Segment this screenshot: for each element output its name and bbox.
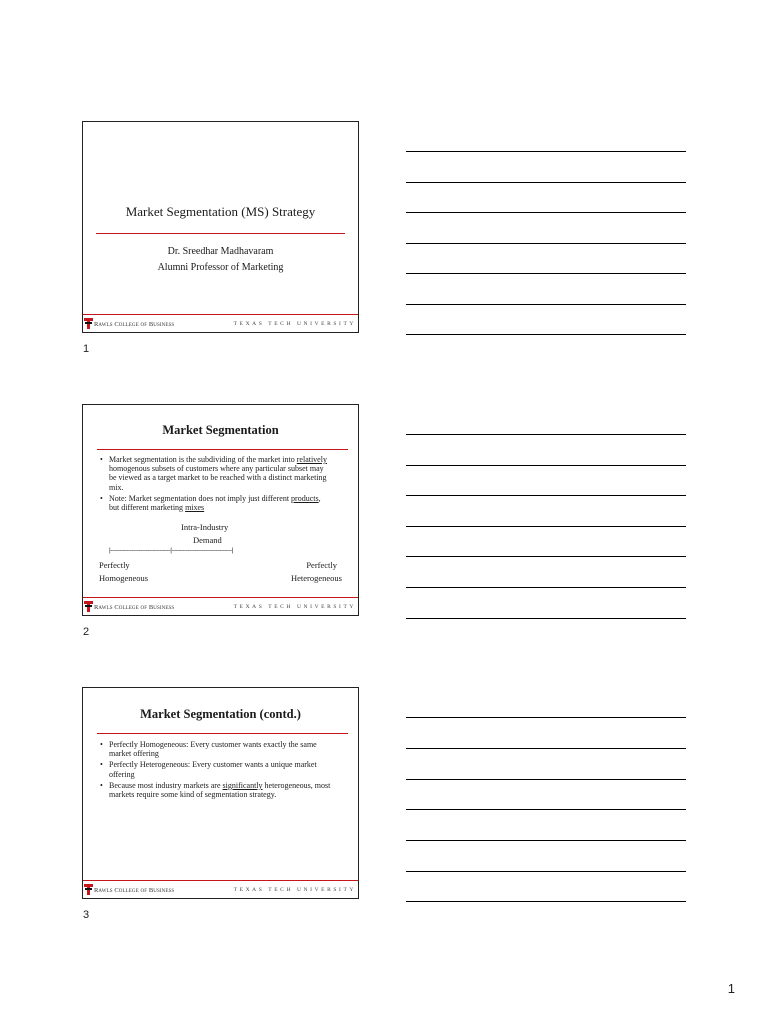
note-line: [406, 434, 686, 435]
page-number: 1: [727, 981, 735, 996]
note-line: [406, 556, 686, 557]
title-divider: [97, 449, 348, 450]
note-line: [406, 779, 686, 780]
note-line: [406, 334, 686, 335]
note-line: [406, 151, 686, 152]
note-line: [406, 871, 686, 872]
note-line: [406, 465, 686, 466]
note-line: [406, 304, 686, 305]
note-line: [406, 901, 686, 902]
demand-scale-line: |----------------------------------|----------------------------------|: [109, 547, 233, 554]
bullet-item: • Perfectly Homogeneous: Every customer wants exactly the same market offering: [98, 740, 334, 758]
note-line: [406, 840, 686, 841]
footer-university-name: TEXAS TECH UNIVERSITY: [233, 604, 356, 610]
note-line: [406, 809, 686, 810]
footer-college-name: Rawls College of Business: [94, 321, 175, 328]
bullet-item: • Note: Market segmentation does not imply just different products, but different marketing mixes: [98, 494, 332, 512]
footer-college-name: Rawls College of Business: [94, 604, 175, 611]
author-name: Dr. Sreedhar Madhavaram: [167, 246, 274, 257]
slide-footer: [83, 882, 358, 896]
author-role: Alumni Professor of Marketing: [157, 262, 284, 273]
slide-1: [82, 121, 359, 333]
note-line: [406, 526, 686, 527]
title-divider: [96, 233, 345, 234]
double-t-logo-icon: [84, 884, 93, 895]
double-t-logo-icon: [84, 601, 93, 612]
scale-label-demand: Demand: [193, 535, 222, 545]
slide-3: [82, 687, 359, 899]
bullet-item: • Market segmentation is the subdividing of the market into relatively homogenous subsets of customers where any particular subset may be viewed as a target market to be reached with a distinct marketing mix.: [98, 455, 332, 492]
footer-divider: [83, 597, 358, 598]
slide-title: Market Segmentation: [162, 423, 279, 437]
note-line: [406, 243, 686, 244]
slide-title: Market Segmentation (MS) Strategy: [125, 204, 316, 219]
note-line: [406, 587, 686, 588]
right-label-perfectly: Perfectly: [306, 560, 337, 570]
scale-label-intra-industry: Intra-Industry: [181, 522, 229, 532]
note-line: [406, 717, 686, 718]
footer-university-name: TEXAS TECH UNIVERSITY: [233, 321, 356, 327]
bullet-list: [98, 740, 334, 801]
bullet-item: • Because most industry markets are significantly heterogeneous, most markets require some kind of segmentation strategy.: [98, 781, 334, 799]
left-label-homogeneous: Homogeneous: [99, 573, 149, 583]
note-line: [406, 182, 686, 183]
footer-divider: [83, 880, 358, 881]
note-line: [406, 618, 686, 619]
right-label-heterogeneous: Heterogeneous: [291, 573, 342, 583]
bullet-item: • Perfectly Heterogeneous: Every customer wants a unique market offering: [98, 760, 334, 778]
note-line: [406, 273, 686, 274]
footer-divider: [83, 314, 358, 315]
title-divider: [97, 733, 348, 734]
left-label-perfectly: Perfectly: [99, 560, 130, 570]
double-t-logo-icon: [84, 318, 93, 329]
footer-college-name: Rawls College of Business: [94, 887, 175, 894]
slide-number: 1: [83, 343, 90, 355]
note-line: [406, 212, 686, 213]
slide-footer: [83, 599, 358, 613]
slide-title: Market Segmentation (contd.): [140, 707, 301, 721]
slide-number: 2: [83, 626, 90, 638]
slide-footer: [83, 316, 358, 330]
note-line: [406, 748, 686, 749]
footer-university-name: TEXAS TECH UNIVERSITY: [233, 887, 356, 893]
slide-2: [82, 404, 359, 616]
note-line: [406, 495, 686, 496]
slide-number: 3: [83, 909, 90, 921]
bullet-list: [98, 455, 332, 514]
